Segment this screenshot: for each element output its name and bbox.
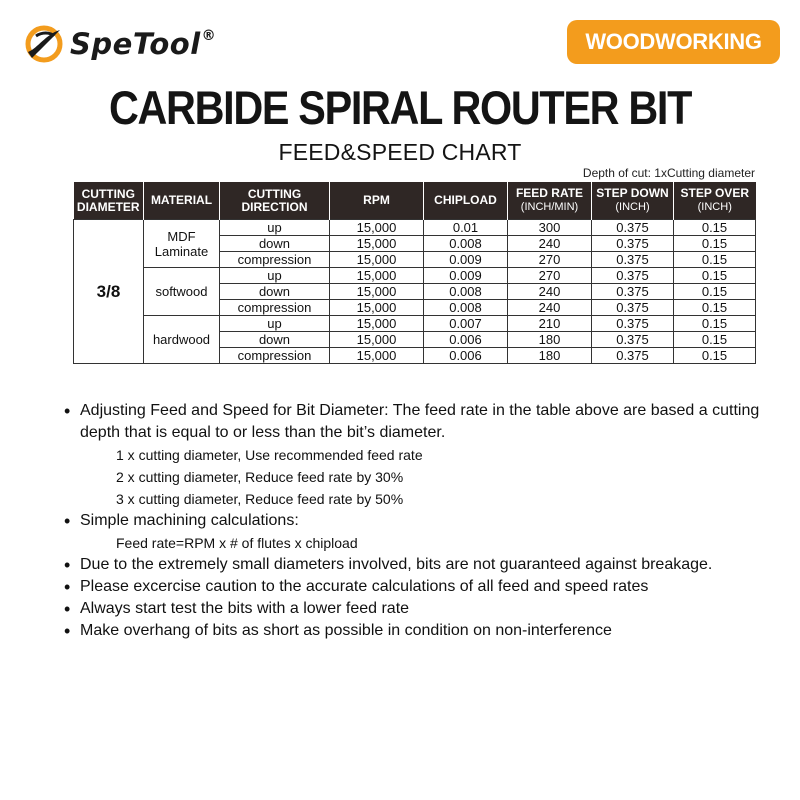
category-badge: WOODWORKING xyxy=(567,20,780,64)
cell-chipload: 0.007 xyxy=(424,316,508,332)
cell-step-down: 0.375 xyxy=(592,268,674,284)
cell-material: softwood xyxy=(144,268,220,316)
cell-feed-rate: 210 xyxy=(508,316,592,332)
header-step-over: STEP OVER (INCH) xyxy=(674,182,756,220)
note-adjust-title: • Adjusting Feed and Speed for Bit Diameter: The feed rate in the table above are based a cutting depth that is equal to or less than the bit’s diameter. xyxy=(64,400,784,444)
cell-chipload: 0.009 xyxy=(424,268,508,284)
cell-feed-rate: 240 xyxy=(508,236,592,252)
cell-step-down: 0.375 xyxy=(592,220,674,236)
note-bullet: • Make overhang of bits as short as possible in condition on non-interference xyxy=(64,620,784,642)
note-bullet: • Due to the extremely small diameters involved, bits are not guaranteed against breakage. xyxy=(64,554,784,576)
notes-section xyxy=(64,400,784,642)
cell-chipload: 0.008 xyxy=(424,300,508,316)
cell-rpm: 15,000 xyxy=(330,316,424,332)
cell-feed-rate: 270 xyxy=(508,252,592,268)
cell-step-over: 0.15 xyxy=(674,268,756,284)
brand-name: SpeTool® xyxy=(70,27,217,61)
cell-direction: down xyxy=(220,236,330,252)
cell-chipload: 0.006 xyxy=(424,348,508,364)
header-rpm: RPM xyxy=(330,182,424,220)
cell-direction: down xyxy=(220,332,330,348)
cell-chipload: 0.006 xyxy=(424,332,508,348)
table-row xyxy=(74,268,756,284)
header-cutting-diameter: CUTTING DIAMETER xyxy=(74,182,144,220)
table-body xyxy=(74,220,756,364)
header-chipload: CHIPLOAD xyxy=(424,182,508,220)
note-adjust-item: 1 x cutting diameter, Use recommended feed rate xyxy=(116,447,423,463)
cell-chipload: 0.009 xyxy=(424,252,508,268)
cell-feed-rate: 300 xyxy=(508,220,592,236)
cell-chipload: 0.008 xyxy=(424,284,508,300)
cell-rpm: 15,000 xyxy=(330,332,424,348)
cell-feed-rate: 180 xyxy=(508,348,592,364)
note-adjust-item: 3 x cutting diameter, Reduce feed rate by 50% xyxy=(116,491,404,507)
cell-chipload: 0.01 xyxy=(424,220,508,236)
cell-direction: compression xyxy=(220,252,330,268)
table-header-row xyxy=(74,182,756,220)
cell-rpm: 15,000 xyxy=(330,268,424,284)
cell-feed-rate: 180 xyxy=(508,332,592,348)
header-cutting-direction: CUTTING DIRECTION xyxy=(220,182,330,220)
cell-feed-rate: 240 xyxy=(508,284,592,300)
cell-step-over: 0.15 xyxy=(674,332,756,348)
cell-step-over: 0.15 xyxy=(674,220,756,236)
cell-chipload: 0.008 xyxy=(424,236,508,252)
cell-direction: up xyxy=(220,220,330,236)
header-material: MATERIAL xyxy=(144,182,220,220)
table-row xyxy=(74,316,756,332)
note-bullet: • Please excercise caution to the accurate calculations of all feed and speed rates xyxy=(64,576,784,598)
cell-step-over: 0.15 xyxy=(674,348,756,364)
cell-direction: up xyxy=(220,316,330,332)
cell-step-down: 0.375 xyxy=(592,316,674,332)
page-subtitle: FEED&SPEED CHART xyxy=(278,139,522,165)
cell-step-over: 0.15 xyxy=(674,284,756,300)
cell-direction: compression xyxy=(220,348,330,364)
brand-logo xyxy=(22,22,216,66)
cell-step-down: 0.375 xyxy=(592,284,674,300)
cell-material: hardwood xyxy=(144,316,220,364)
cell-step-down: 0.375 xyxy=(592,252,674,268)
cell-rpm: 15,000 xyxy=(330,348,424,364)
cell-rpm: 15,000 xyxy=(330,236,424,252)
cell-step-down: 0.375 xyxy=(592,236,674,252)
cell-diameter: 3/8 xyxy=(74,220,144,364)
cell-step-down: 0.375 xyxy=(592,348,674,364)
page-title: CARBIDE SPIRAL ROUTER BIT xyxy=(108,81,692,134)
note-adjust-item: 2 x cutting diameter, Reduce feed rate by 30% xyxy=(116,469,404,485)
cell-step-down: 0.375 xyxy=(592,300,674,316)
note-bullet: • Always start test the bits with a lower feed rate xyxy=(64,598,784,620)
note-calc-title: • Simple machining calculations: xyxy=(64,510,784,532)
cell-material: MDF Laminate xyxy=(144,220,220,268)
spetool-swoosh-icon xyxy=(22,22,66,66)
cell-step-down: 0.375 xyxy=(592,332,674,348)
cell-direction: down xyxy=(220,284,330,300)
cell-rpm: 15,000 xyxy=(330,252,424,268)
feed-speed-table xyxy=(73,182,756,364)
table-row xyxy=(74,220,756,236)
header-step-down: STEP DOWN (INCH) xyxy=(592,182,674,220)
cell-rpm: 15,000 xyxy=(330,220,424,236)
cell-direction: up xyxy=(220,268,330,284)
cell-step-over: 0.15 xyxy=(674,236,756,252)
cell-feed-rate: 240 xyxy=(508,300,592,316)
depth-note: Depth of cut: 1xCutting diameter xyxy=(582,166,755,180)
cell-feed-rate: 270 xyxy=(508,268,592,284)
cell-rpm: 15,000 xyxy=(330,300,424,316)
header-feed-rate: FEED RATE (INCH/MIN) xyxy=(508,182,592,220)
cell-direction: compression xyxy=(220,300,330,316)
cell-step-over: 0.15 xyxy=(674,300,756,316)
note-calc-formula: Feed rate=RPM x # of flutes x chipload xyxy=(116,535,358,551)
cell-step-over: 0.15 xyxy=(674,316,756,332)
cell-step-over: 0.15 xyxy=(674,252,756,268)
cell-rpm: 15,000 xyxy=(330,284,424,300)
